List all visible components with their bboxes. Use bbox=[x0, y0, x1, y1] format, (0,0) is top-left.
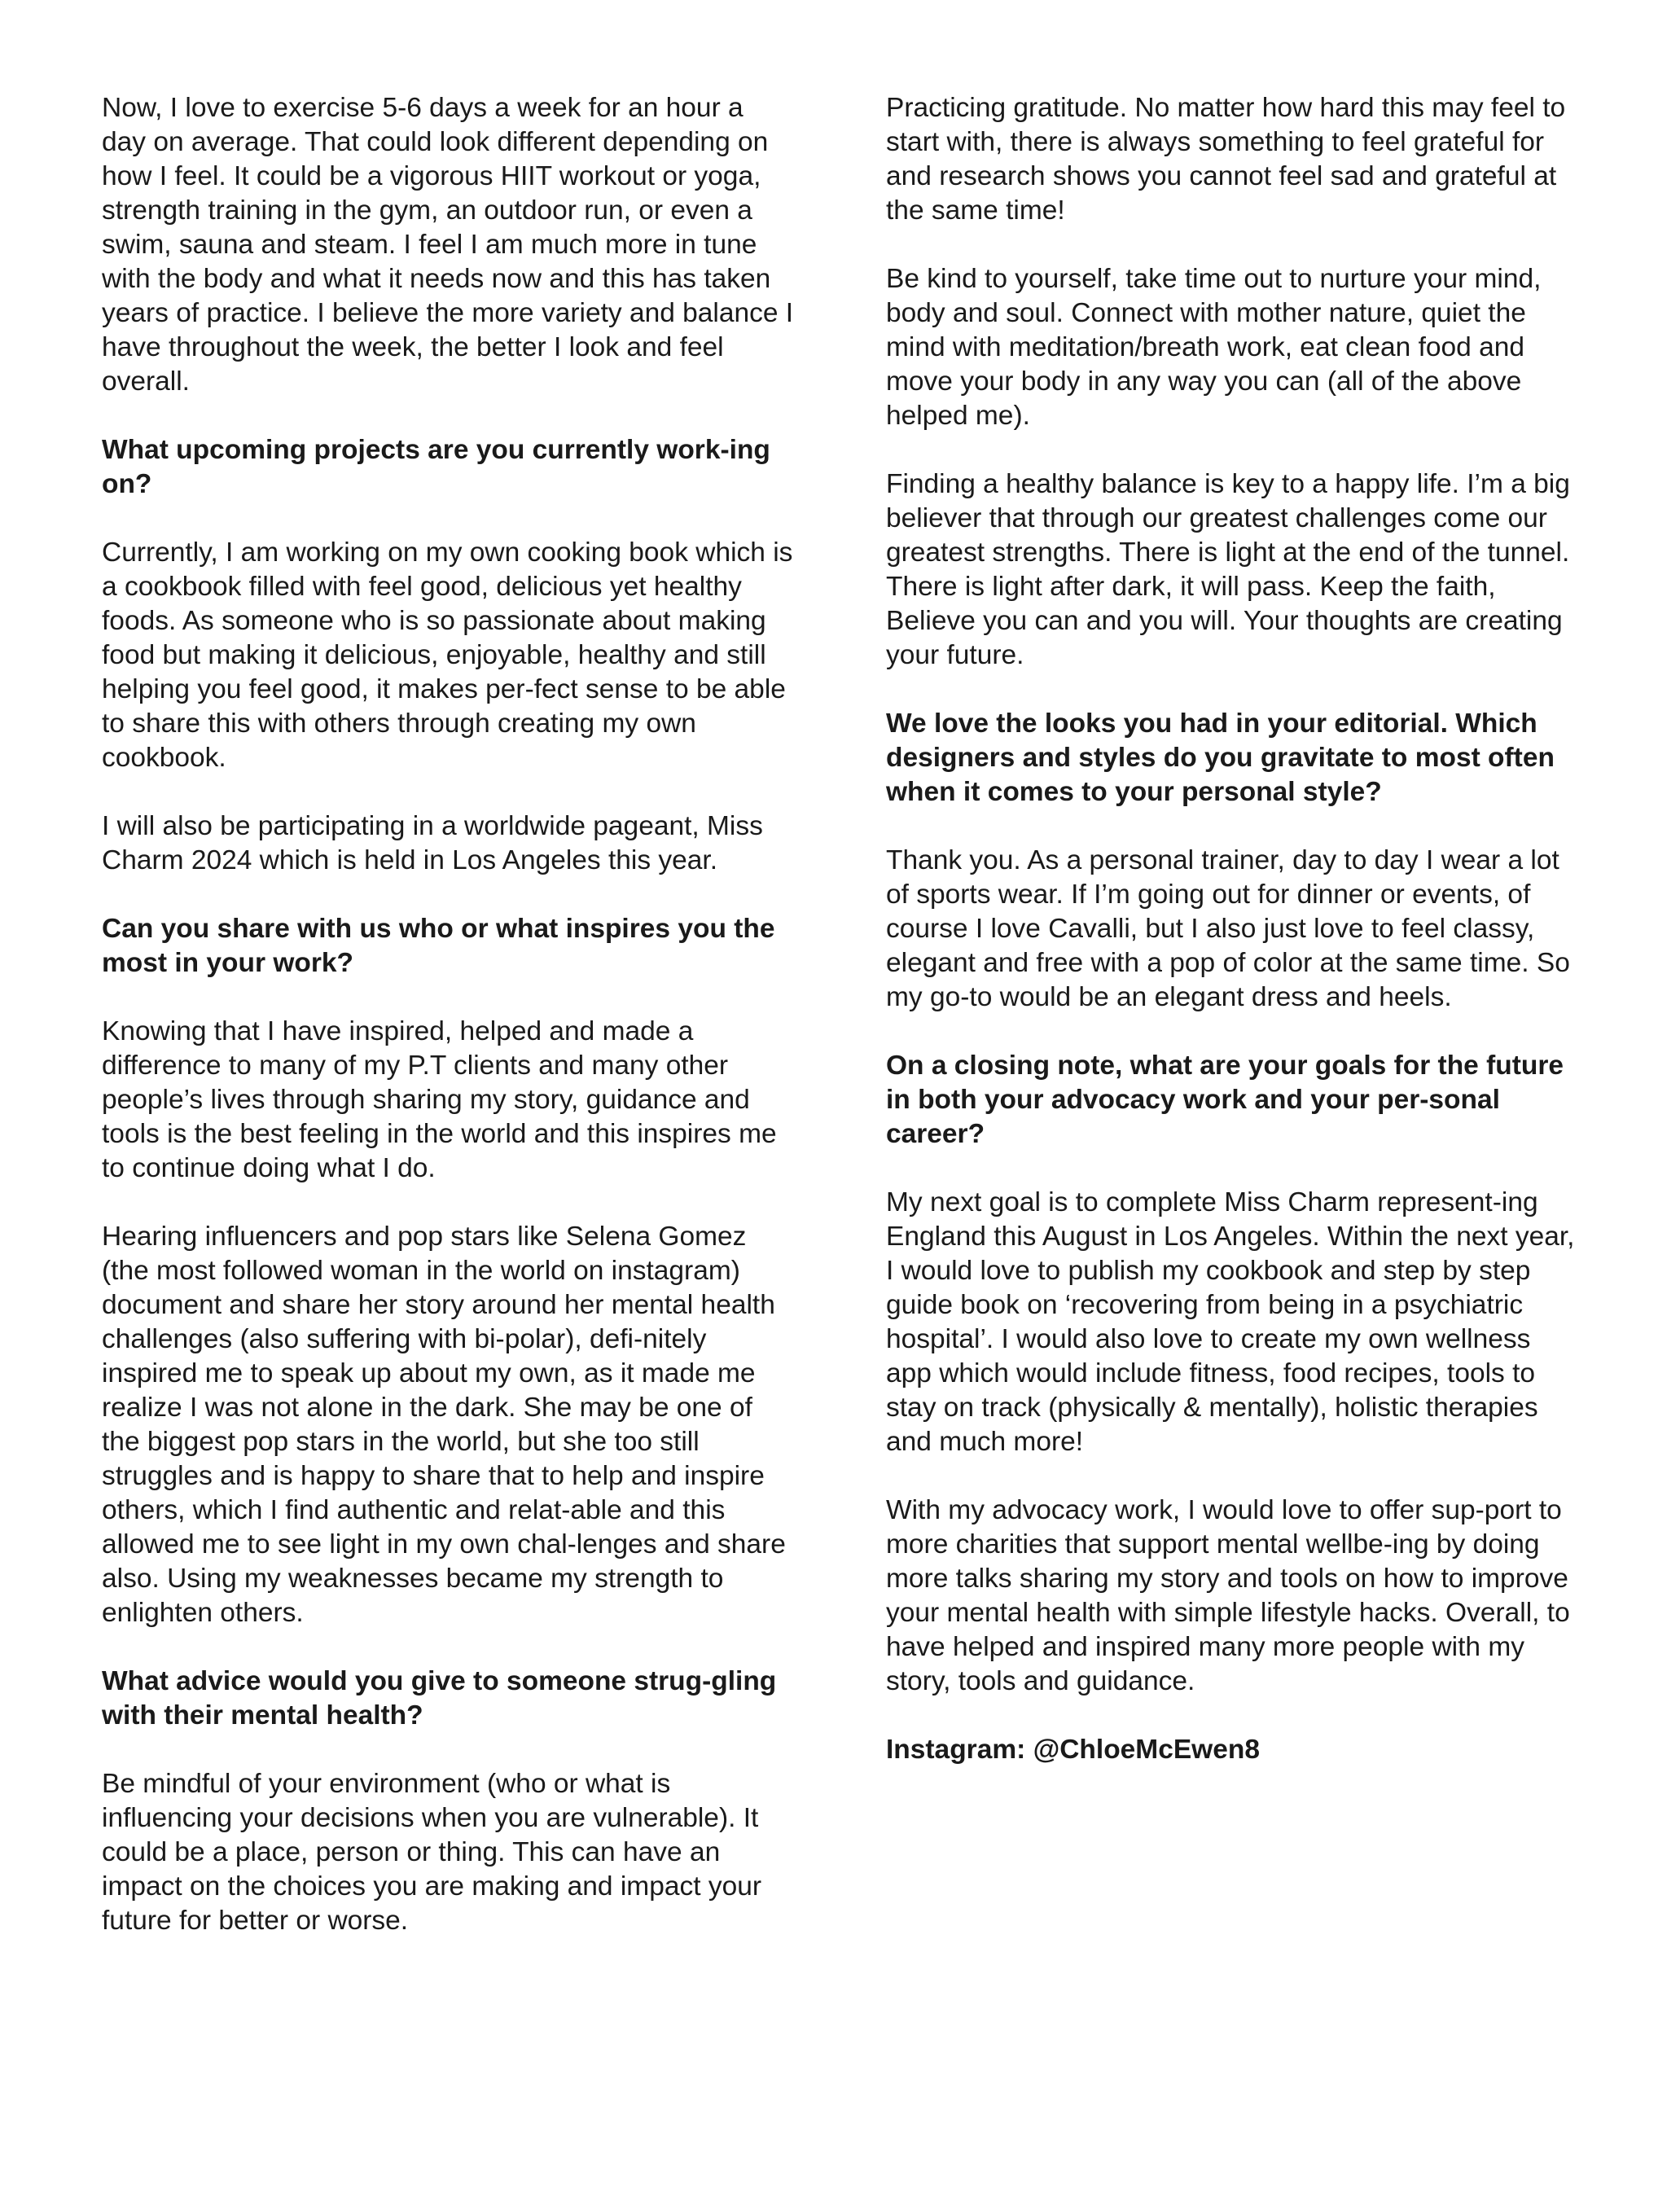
interview-question: Can you share with us who or what inspires you the most in your work? bbox=[102, 914, 775, 978]
answer-paragraph: Be mindful of your environment (who or what is influencing your decisions when you are vulnerable). It could be a place, person or thing. This can have an impact on the choices you are making and impact your future for better or worse. bbox=[102, 1769, 762, 1936]
interview-question: On a closing note, what are your goals for the future in both your advocacy work and your per-sonal career? bbox=[886, 1051, 1564, 1149]
answer-paragraph: Hearing influencers and pop stars like Selena Gomez (the most followed woman in the world on instagram) document and share her story around her mental health challenges (also suffering with bi-polar), defi-nitely inspired me to speak up about my own, as it made me realize I was not alone in the dark. She may be one of the biggest pop stars in the world, but she too still struggles and is happy to share that to help and inspire others, which I find authentic and relat-able and this allowed me to see light in my own chal-lenges and share also. Using my weaknesses became my strength to enlighten others. bbox=[102, 1222, 786, 1628]
answer-paragraph: Now, I love to exercise 5-6 days a week for an hour a day on average. That could look different depending on how I feel. It could be a vigorous HIIT workout or yoga, strength training in the gym, an outdoor run, or even a swim, sauna and steam. I feel I am much more in tune with the body and what it needs now and this has taken years of practice. I believe the more variety and balance I have throughout the week, the better I look and feel overall. bbox=[102, 93, 794, 397]
answer-paragraph: Currently, I am working on my own cooking book which is a cookbook filled with feel good, delicious yet healthy foods. As someone who is so passionate about making food but making it delicious, enjoyable, healthy and still helping you feel good, it makes per-fect sense to be able to share this with others through creating my own cookbook. bbox=[102, 537, 793, 773]
interview-question: What advice would you give to someone strug-gling with their mental health? bbox=[102, 1666, 777, 1731]
interview-question: What upcoming projects are you currently work-ing on? bbox=[102, 435, 770, 499]
interview-question: We love the looks you had in your editorial. Which designers and styles do you gravitate to most often when it comes to your personal style? bbox=[886, 708, 1555, 807]
answer-paragraph: Thank you. As a personal trainer, day to day I wear a lot of sports wear. If I’m going out for dinner or events, of course I love Cavalli, but I also just love to feel classy, elegant and free with a pop of color at the same time. So my go-to would be an elegant dress and heels. bbox=[886, 845, 1570, 1012]
instagram-handle: Instagram: @ChloeMcEwen8 bbox=[886, 1735, 1260, 1765]
answer-paragraph: My next goal is to complete Miss Charm represent-ing England this August in Los Angeles. Within the next year, I would love to publish my cookbook and step by step guide book on ‘recovering from being in a psychiatric hospital’. I would also love to create my own wellness app which would include fitness, food recipes, tools to stay on track (physically & mentally), holistic therapies and much more! bbox=[886, 1187, 1575, 1457]
answer-paragraph: I will also be participating in a worldwide pageant, Miss Charm 2024 which is held in Los Angeles this year. bbox=[102, 811, 763, 875]
answer-paragraph: Be kind to yourself, take time out to nurture your mind, body and soul. Connect with mother nature, quiet the mind with meditation/breath work, eat clean food and move your body in any way you can (all of the above helped me). bbox=[886, 264, 1542, 431]
left-column bbox=[102, 91, 794, 1938]
answer-paragraph: Finding a healthy balance is key to a happy life. I’m a big believer that through our greatest challenges come our greatest strengths. There is light at the end of the tunnel. There is light after dark, it will pass. Keep the faith, Believe you can and you will. Your thoughts are creating your future. bbox=[886, 469, 1570, 670]
answer-paragraph: Practicing gratitude. No matter how hard this may feel to start with, there is always something to feel grateful for and research shows you cannot feel sad and grateful at the same time! bbox=[886, 93, 1566, 226]
right-column bbox=[886, 91, 1578, 1767]
answer-paragraph: Knowing that I have inspired, helped and made a difference to many of my P.T clients and many other people’s lives through sharing my story, guidance and tools is the best feeling in the world and this inspires me to continue doing what I do. bbox=[102, 1016, 777, 1183]
answer-paragraph: With my advocacy work, I would love to offer sup-port to more charities that support mental wellbe-ing by doing more talks sharing my story and tools on how to improve your mental health with simple lifestyle hacks. Overall, to have helped and inspired many more people with my story, tools and guidance. bbox=[886, 1495, 1570, 1696]
